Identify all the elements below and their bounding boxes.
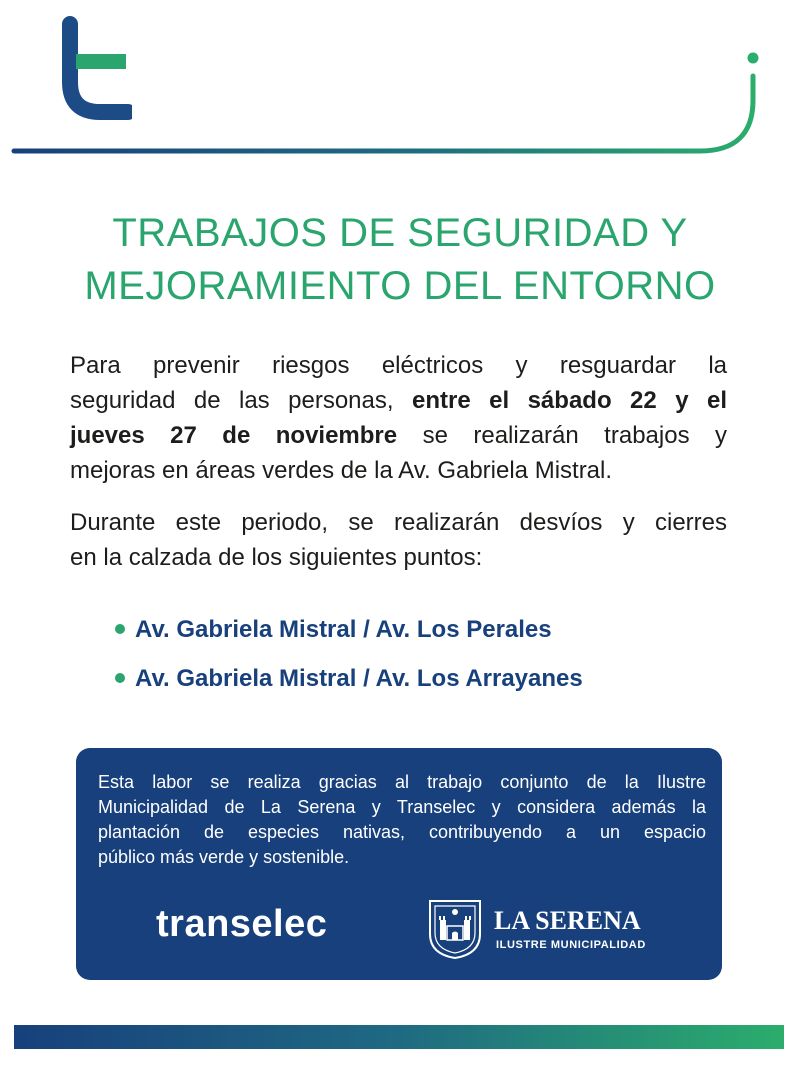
intro-text: se realizarán trabajos y bbox=[397, 422, 728, 449]
point-label: Av. Gabriela Mistral / Av. Los Arrayanes bbox=[135, 665, 583, 692]
intro-line-4: mejoras en áreas verdes de la Av. Gabriela Mistral. bbox=[70, 457, 613, 484]
intro-line-3 bbox=[70, 418, 727, 453]
list-item bbox=[115, 663, 583, 695]
info-line-1: Esta labor se realiza gracias al trabajo conjunto de la Ilustre bbox=[98, 772, 706, 792]
la-serena-crest-icon bbox=[427, 898, 483, 960]
info-box-text bbox=[98, 770, 706, 870]
intro-line-2 bbox=[70, 383, 727, 418]
detour-line-2: en la calzada de los siguientes puntos: bbox=[70, 544, 483, 571]
page-title-line-2: MEJORAMIENTO DEL ENTORNO bbox=[84, 264, 716, 308]
footer-gradient-bar bbox=[14, 1025, 784, 1049]
info-line-3: plantación de especies nativas, contribuyendo a un espacio bbox=[98, 822, 706, 842]
list-item bbox=[115, 614, 552, 646]
point-label: Av. Gabriela Mistral / Av. Los Perales bbox=[135, 616, 552, 643]
detour-line-1: Durante este periodo, se realizarán desvíos y cierres bbox=[70, 509, 727, 536]
municipality-subtitle: ILUSTRE MUNICIPALIDAD bbox=[496, 939, 646, 951]
date-range-start: entre el sábado 22 y el bbox=[411, 387, 728, 414]
date-range-end: jueves 27 de noviembre bbox=[70, 422, 398, 449]
municipality-name: LA SERENA bbox=[494, 906, 641, 935]
intro-text: seguridad de las personas, bbox=[70, 387, 412, 414]
info-line-2: Municipalidad de La Serena y Transelec y considera además la bbox=[98, 797, 706, 817]
info-line-4: público más verde y sostenible. bbox=[98, 847, 350, 867]
bullet-dot-icon bbox=[115, 624, 125, 634]
info-box bbox=[76, 748, 722, 980]
intro-paragraph bbox=[70, 348, 727, 488]
header-divider-line bbox=[0, 40, 800, 165]
transelec-logo: transelec bbox=[156, 903, 328, 945]
bullet-dot-icon bbox=[115, 673, 125, 683]
page-title-line-1: TRABAJOS DE SEGURIDAD Y bbox=[112, 211, 688, 255]
detour-paragraph bbox=[70, 505, 727, 575]
intro-line-1: Para prevenir riesgos eléctricos y resguardar la bbox=[70, 352, 727, 379]
